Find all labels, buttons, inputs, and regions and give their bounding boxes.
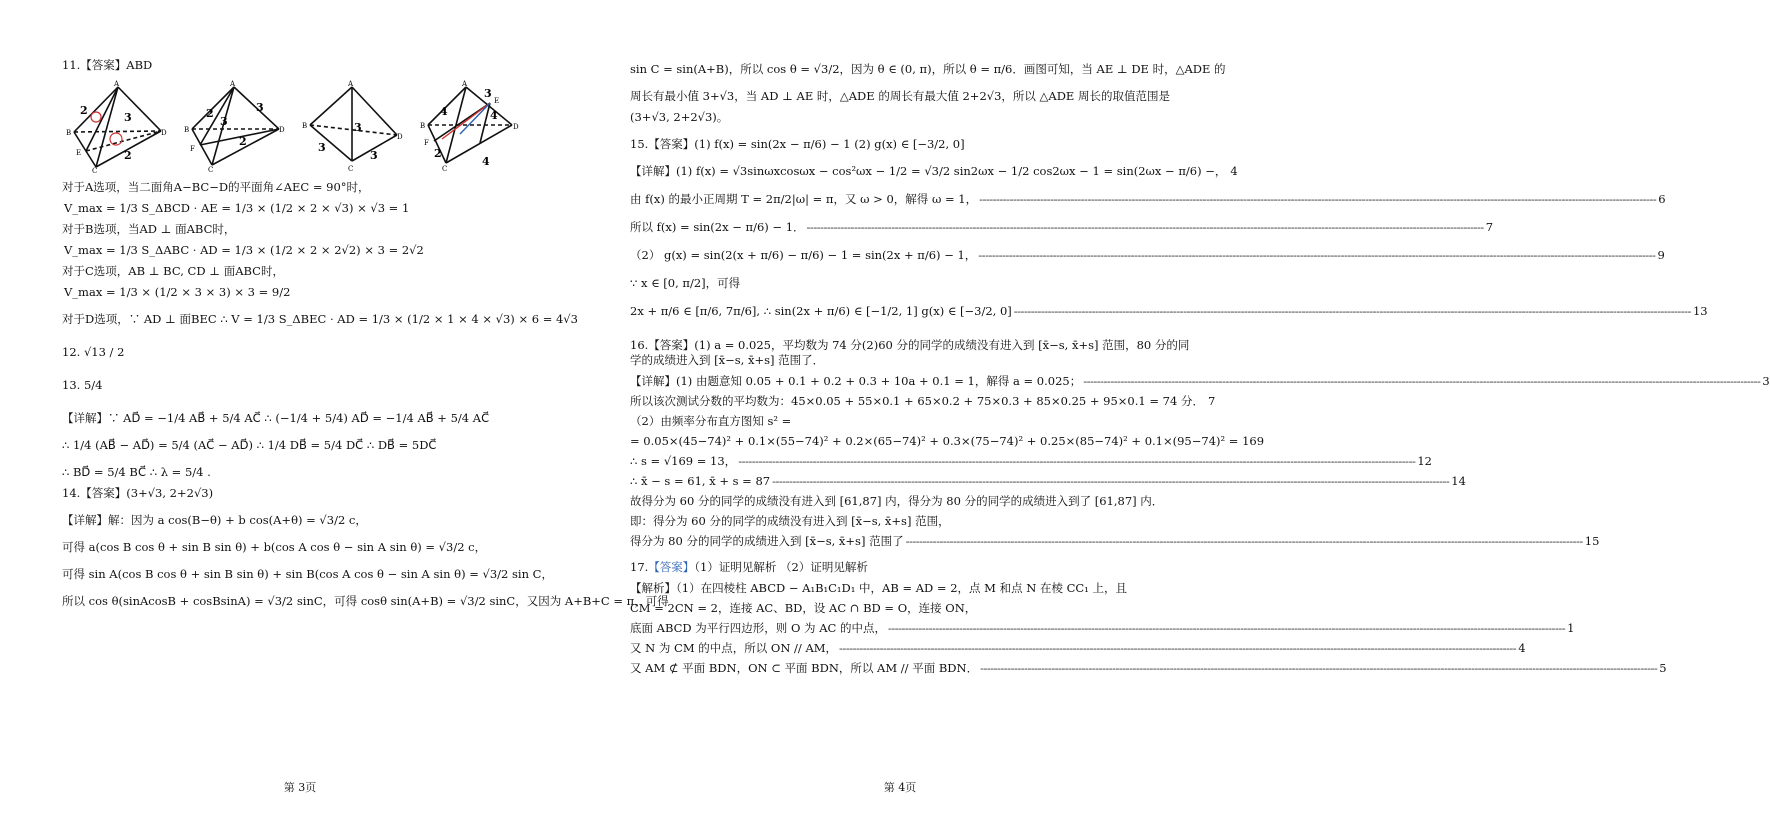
q15-detail (630, 164, 1708, 319)
q15-header: 15.【答案】(1) f(x) = sin(2x − π/6) − 1 (2) g(x) ∈ [−3/2, 0] (630, 137, 965, 151)
tetrahedron-figure-3 (302, 79, 402, 174)
q14-cont: sin C = sin(A+B)，所以 cos θ = √3/2，因为 θ ∈ (0, π)，所以 θ = π/6．画图可知，当 AE ⊥ DE 时，△ADE 的 (630, 62, 1226, 76)
fig4-hand-4a: 4 (440, 105, 448, 118)
q16-text: 【详解】(1) 由题意知 0.05 + 0.1 + 0.2 + 0.3 + 10a + 0.1 = 1，解得 a = 0.025； (630, 374, 1082, 388)
q13-detail: 【详解】∵ AD⃗ = −1/4 AB⃗ + 5/4 AC⃗ ∴ (−1/4 + 5/4) AD⃗ = −1/4 AB⃗ + 5/4 AC⃗ (62, 411, 490, 425)
q17-text: 又 AM ⊄ 平面 BDN，ON ⊂ 平面 BDN，所以 AM // 平面 BDN． (630, 661, 979, 675)
q15-text: 【详解】(1) f(x) = √3sinωxcosωx − cos²ωx − 1/2 = √3/2 sin2ωx − 1/2 cos2ωx − 1 = sin(2ωx − π/6) −， (630, 164, 1227, 178)
q16-line (630, 494, 1170, 509)
score-mark: 7 (1207, 394, 1216, 408)
q15-text: 由 f(x) 的最小正周期 T = 2π/2|ω| = π，又 ω > 0，解得 ω = 1， (630, 192, 978, 206)
q17-line (630, 601, 1170, 616)
fig4-label-a: A (462, 80, 468, 88)
fig4-label-d: D (513, 123, 519, 131)
q15-line (630, 220, 1494, 235)
fig4-hand-4c: 4 (482, 155, 490, 168)
q15-text: ∵ x ∈ [0, π/2]，可得 (630, 276, 741, 290)
fig4-hand-2: 2 (434, 147, 442, 160)
q17-detail (630, 581, 1667, 676)
fig3-label-c: C (348, 165, 354, 173)
fig3-label-b: B (302, 122, 308, 130)
red-mark (91, 112, 101, 122)
fig2-label-c: C (208, 166, 214, 174)
fig1-hand-3: 3 (124, 111, 132, 124)
q11-line: V_max = 1/3 S_ΔBCD · AE = 1/3 × (1/2 × 2 × √3) × √3 = 1 (64, 201, 410, 215)
q11-line: 对于D选项，∵ AD ⊥ 面BEC ∴ V = 1/3 S_ΔBEC · AD = 1/3 × (1/2 × 1 × 4 × √3) × 6 = 4√3 (62, 312, 578, 326)
q17-answer-text: （1）证明见解析 （2）证明见解析 (694, 560, 868, 574)
q13-detail: ∴ 1/4 (AB⃗ − AD⃗) = 5/4 (AC⃗ − AD⃗) ∴ 1/4 DB⃗ = 5/4 DC⃗ ∴ DB⃗ = 5DC⃗ (62, 438, 437, 452)
q16-text: ∴ s = √169 = 13， (630, 454, 737, 468)
fig1-label-c: C (92, 167, 98, 175)
score-mark: 1 (1567, 621, 1575, 635)
score-mark: 7 (1485, 220, 1494, 234)
q15-text: （2） g(x) = sin(2(x + π/6) − π/6) − 1 = sin(2x + π/6) − 1， (630, 248, 977, 262)
score-mark: 6 (1658, 192, 1666, 206)
tetrahedron-figure-2 (184, 79, 284, 174)
page-number: 第 3页 (283, 781, 317, 794)
score-mark: 4 (1230, 164, 1238, 178)
q17-text: 【解析】（1）在四棱柱 ABCD − A₁B₁C₁D₁ 中，AB = AD = 2，点 M 和点 N 在棱 CC₁ 上，且 (630, 581, 1127, 595)
q11-header: 11.【答案】ABD (62, 58, 153, 72)
score-leader: -------------------------------------------------------------------------------------------------------------------------------------------------------------------------------------------------------- (806, 220, 1484, 234)
page-number: 第 4页 (883, 781, 917, 794)
q16-line (630, 374, 1770, 389)
q16-text: 所以该次测试分数的平均数为：45×0.05 + 55×0.1 + 65×0.2 + 75×0.3 + 85×0.25 + 95×0.1 = 74 分． (630, 394, 1204, 408)
score-leader: -------------------------------------------------------------------------------------------------------------------------------------------------------------------------------------------------------- (738, 454, 1416, 468)
q16-line (630, 414, 1170, 429)
fig1-hand-2a: 2 (80, 104, 88, 117)
fig2-label-d: D (279, 126, 285, 134)
q14-detail: 所以 cos θ(sinAcosB + cosBsinA) = √3/2 sinC，可得 cosθ sin(A+B) = √3/2 sinC，又因为 A+B+C = π，可得 (62, 594, 669, 608)
tetrahedron-figure-1 (66, 79, 166, 174)
score-leader: -------------------------------------------------------------------------------------------------------------------------------------------------------------------------------------------------------- (979, 192, 1657, 206)
fig2-label-a: A (230, 80, 236, 88)
q15-line (630, 192, 1666, 207)
fig2-hand-2b: 2 (239, 135, 247, 148)
score-leader: -------------------------------------------------------------------------------------------------------------------------------------------------------------------------------------------------------- (1013, 304, 1691, 318)
page-4 (600, 0, 1770, 831)
fig4-label-b: B (420, 122, 426, 130)
q14-cont: 周长有最小值 3+√3，当 AD ⊥ AE 时，△ADE 的周长有最大值 2+2√3，所以 △ADE 周长的取值范围是 (630, 89, 1170, 103)
fig4-label-f: F (424, 139, 429, 147)
fig2-label-f: F (190, 145, 195, 153)
q16-line (630, 474, 1466, 489)
fig3-hand-3b: 3 (318, 141, 326, 154)
q17-header (630, 560, 1170, 575)
score-leader: -------------------------------------------------------------------------------------------------------------------------------------------------------------------------------------------------------- (1083, 374, 1761, 388)
score-leader: -------------------------------------------------------------------------------------------------------------------------------------------------------------------------------------------------------- (772, 474, 1450, 488)
fig4-label-e: E (494, 97, 500, 105)
q15-text: 2x + π/6 ∈ [π/6, 7π/6], ∴ sin(2x + π/6) ∈ [−1/2, 1] g(x) ∈ [−3/2, 0] (630, 304, 1012, 318)
q11-figures (66, 79, 580, 174)
q17-text: CM = 2CN = 2，连接 AC、BD，设 AC ∩ BD = O，连接 ON， (630, 601, 977, 615)
fig1-hand-2b: 2 (124, 149, 132, 162)
score-mark: 5 (1659, 661, 1667, 675)
fig2-hand-3a: 3 (220, 115, 228, 128)
score-mark: 13 (1692, 304, 1708, 318)
q15-line (630, 304, 1708, 319)
fig2-label-b: B (184, 126, 190, 134)
score-leader: -------------------------------------------------------------------------------------------------------------------------------------------------------------------------------------------------------- (980, 661, 1658, 675)
fig3-hand-3a: 3 (354, 121, 362, 134)
fig4-hand-3: 3 (484, 87, 492, 100)
q15-line (630, 248, 1665, 263)
q15-line (630, 276, 1170, 291)
q17-line (630, 621, 1575, 636)
q17-line (630, 641, 1526, 656)
score-mark: 4 (1518, 641, 1526, 655)
q17-line (630, 581, 1170, 596)
q16-text: = 0.05×(45−74)² + 0.1×(55−74)² + 0.2×(65−74)² + 0.3×(75−74)² + 0.25×(85−74)² + 0.1×(95−74)² = 169 (630, 434, 1265, 448)
q16-header-cont: 学的成绩进入到 [x̄−s, x̄+s] 范围了． (630, 353, 825, 367)
q13-answer: 13. 5/4 (62, 378, 103, 392)
q14-header: 14.【答案】(3+√3, 2+2√3) (62, 486, 214, 500)
q14-detail: 【详解】解：因为 a cos(B−θ) + b cos(A+θ) = √3/2 c， (62, 513, 367, 527)
q15-text: 所以 f(x) = sin(2x − π/6) − 1． (630, 220, 805, 234)
score-leader: -------------------------------------------------------------------------------------------------------------------------------------------------------------------------------------------------------- (839, 641, 1517, 655)
score-leader: -------------------------------------------------------------------------------------------------------------------------------------------------------------------------------------------------------- (887, 621, 1566, 635)
q17-text: 又 N 为 CM 的中点，所以 ON // AM， (630, 641, 838, 655)
fig3-label-d: D (397, 133, 403, 141)
fig1-label-b: B (66, 129, 72, 137)
fig3-label-a: A (348, 80, 354, 88)
q14-detail: 可得 a(cos B cos θ + sin B sin θ) + b(cos A cos θ − sin A sin θ) = √3/2 c， (62, 540, 487, 554)
q11-line: 对于A选项，当二面角A−BC−D的平面角∠AEC = 90°时， (62, 180, 370, 194)
q16-line (630, 434, 1265, 449)
fig4-hand-4b: 4 (490, 109, 498, 122)
q17-answer-tag: 【答案】 (648, 560, 695, 574)
q16-line (630, 394, 1216, 409)
q17-number: 17. (630, 560, 649, 574)
q17-line (630, 661, 1667, 676)
tetrahedron-figure-4 (420, 79, 520, 174)
fig4-label-c: C (442, 165, 448, 173)
q16-text: （2）由频率分布直方图知 s² = (630, 414, 792, 428)
q15-line (630, 164, 1238, 179)
score-mark: 14 (1451, 474, 1466, 488)
q16-text: 即：得分为 60 分的同学的成绩没有进入到 [x̄−s, x̄+s] 范围， (630, 514, 950, 528)
score-leader: -------------------------------------------------------------------------------------------------------------------------------------------------------------------------------------------------------- (978, 248, 1656, 262)
q14-detail: 可得 sin A(cos B cos θ + sin B sin θ) + sin B(cos A cos θ − sin A sin θ) = √3/2 sin C， (62, 567, 553, 581)
score-mark: 15 (1584, 534, 1600, 548)
q16-line (630, 534, 1600, 549)
q11-line: 对于C选项，AB ⊥ BC, CD ⊥ 面ABC时， (62, 264, 284, 278)
q11-line: V_max = 1/3 × (1/2 × 3 × 3) × 3 = 9/2 (64, 285, 291, 299)
q16-text: ∴ x̄ − s = 61, x̄ + s = 87 (630, 474, 771, 488)
fig2-hand-2a: 2 (206, 107, 214, 120)
fig1-label-e: E (76, 149, 82, 157)
fig1-label-a: A (114, 80, 120, 88)
score-leader: -------------------------------------------------------------------------------------------------------------------------------------------------------------------------------------------------------- (905, 534, 1583, 548)
score-mark: 3 (1762, 374, 1770, 388)
fig3-hand-3c: 3 (370, 149, 378, 162)
q16-text: 故得分为 60 分的同学的成绩没有进入到 [61,87] 内，得分为 80 分的同学的成绩进入到了 [61,87] 内． (630, 494, 1164, 508)
q17-text: 底面 ABCD 为平行四边形，则 O 为 AC 的中点， (630, 621, 886, 635)
score-mark: 12 (1417, 454, 1432, 468)
fig1-label-d: D (161, 129, 167, 137)
q16-detail (630, 374, 1770, 549)
q16-header: 16.【答案】(1) a = 0.025，平均数为 74 分(2)60 分的同学的成绩没有进入到 [x̄−s, x̄+s] 范围，80 分的同 (630, 338, 1190, 352)
q16-text: 得分为 80 分的同学的成绩进入到 [x̄−s, x̄+s] 范围了 (630, 534, 904, 548)
q13-detail: ∴ BD⃗ = 5/4 BC⃗ ∴ λ = 5/4 . (62, 465, 211, 479)
q11-line: V_max = 1/3 S_ΔABC · AD = 1/3 × (1/2 × 2 × 2√2) × 3 = 2√2 (64, 243, 424, 257)
q16-line (630, 454, 1432, 469)
q11-line: 对于B选项，当AD ⊥ 面ABC时， (62, 222, 236, 236)
q16-line (630, 514, 1170, 529)
q14-cont: (3+√3, 2+2√3)。 (630, 110, 729, 124)
q12-answer: 12. √13 / 2 (62, 345, 125, 359)
score-mark: 9 (1657, 248, 1665, 262)
fig2-hand-3b: 3 (256, 101, 264, 114)
